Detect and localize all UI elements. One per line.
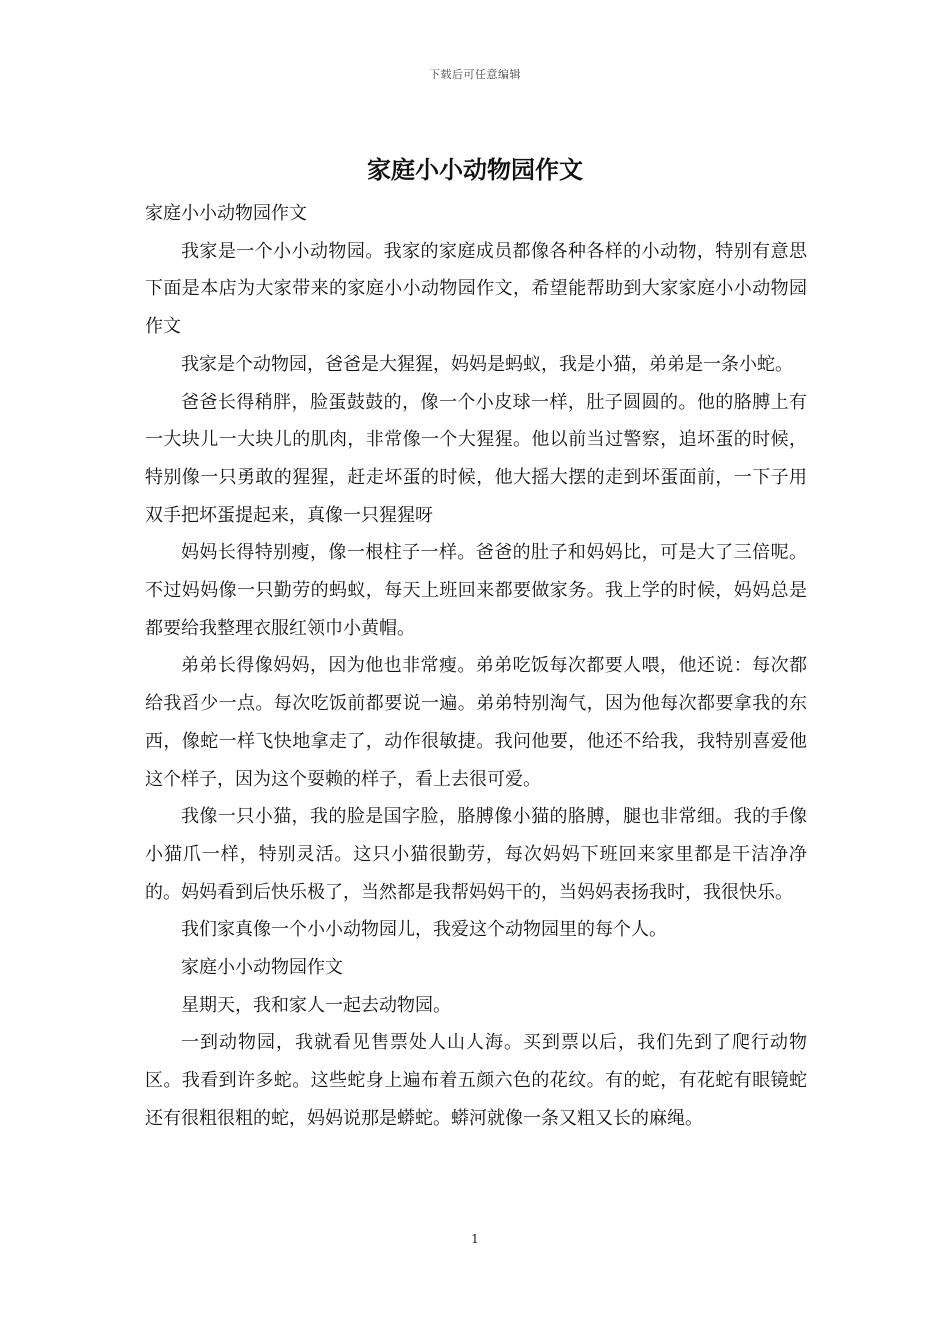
body-subtitle: 家庭小小动物园作文 xyxy=(145,203,307,224)
body-paragraph: 我们家真像一个小小动物园儿，我爱这个动物园里的每个人。 xyxy=(181,919,667,941)
page-number: 1 xyxy=(471,1232,479,1246)
document-title: 家庭小小动物园作文 xyxy=(367,155,583,184)
body-paragraph: 我像一只小猫，我的脸是国字脸，胳膊像小猫的胳膊，腿也非常细。我的手像小猫爪一样，特别灵活。这只小猫很勤劳，每次妈妈下班回来家里都是干洁净净的。妈妈看到后快乐极了，当然都是我帮妈妈干的，当妈妈表扬我时，我很快乐。 xyxy=(145,806,807,903)
body-paragraph: 一到动物园，我就看见售票处人山人海。买到票以后，我们先到了爬行动物区。我看到许多蛇。这些蛇身上遍布着五颜六色的花纹。有的蛇，有花蛇有眼镜蛇还有很粗很粗的蛇，妈妈说那是蟒蛇。蟒河就像一条又粗又长的麻绳。 xyxy=(145,1032,807,1129)
page-header: 下载后可任意编辑 xyxy=(429,68,521,81)
body-paragraph: 弟弟长得像妈妈，因为他也非常瘦。弟弟吃饭每次都要人喂，他还说：每次都给我舀少一点。每次吃饭前都要说一遍。弟弟特别淘气，因为他每次都要拿我的东西，像蛇一样飞快地拿走了，动作很敏捷。我问他要，他还不给我，我特别喜爱他这个样子，因为这个耍赖的样子，看上去很可爱。 xyxy=(145,655,807,790)
body-paragraph: 我家是个动物园，爸爸是大猩猩，妈妈是蚂蚁，我是小猫，弟弟是一条小蛇。 xyxy=(181,353,793,375)
body-paragraph: 星期天，我和家人一起去动物园。 xyxy=(181,994,451,1016)
body-paragraph: 妈妈长得特别瘦，像一根柱子一样。爸爸的肚子和妈妈比，可是大了三倍呢。不过妈妈像一只勤劳的蚂蚁，每天上班回来都要做家务。我上学的时候，妈妈总是都要给我整理衣服红领巾小黄帽。 xyxy=(145,542,807,639)
document-body xyxy=(145,195,807,1138)
body-paragraph: 我家是一个小小动物园。我家的家庭成员都像各种各样的小动物，特别有意思下面是本店为大家带来的家庭小小动物园作文，希望能帮助到大家家庭小小动物园作文 xyxy=(145,240,807,338)
body-paragraph: 爸爸长得稍胖，脸蛋鼓鼓的，像一个小皮球一样，肚子圆圆的。他的胳膊上有一大块儿一大块儿的肌肉，非常像一个大猩猩。他以前当过警察，追坏蛋的时候，特别像一只勇敢的猩猩，赶走坏蛋的时候，他大摇大摆的走到坏蛋面前，一下子用双手把坏蛋提起来，真像一只猩猩呀 xyxy=(145,391,807,526)
section-heading: 家庭小小动物园作文 xyxy=(181,957,343,979)
